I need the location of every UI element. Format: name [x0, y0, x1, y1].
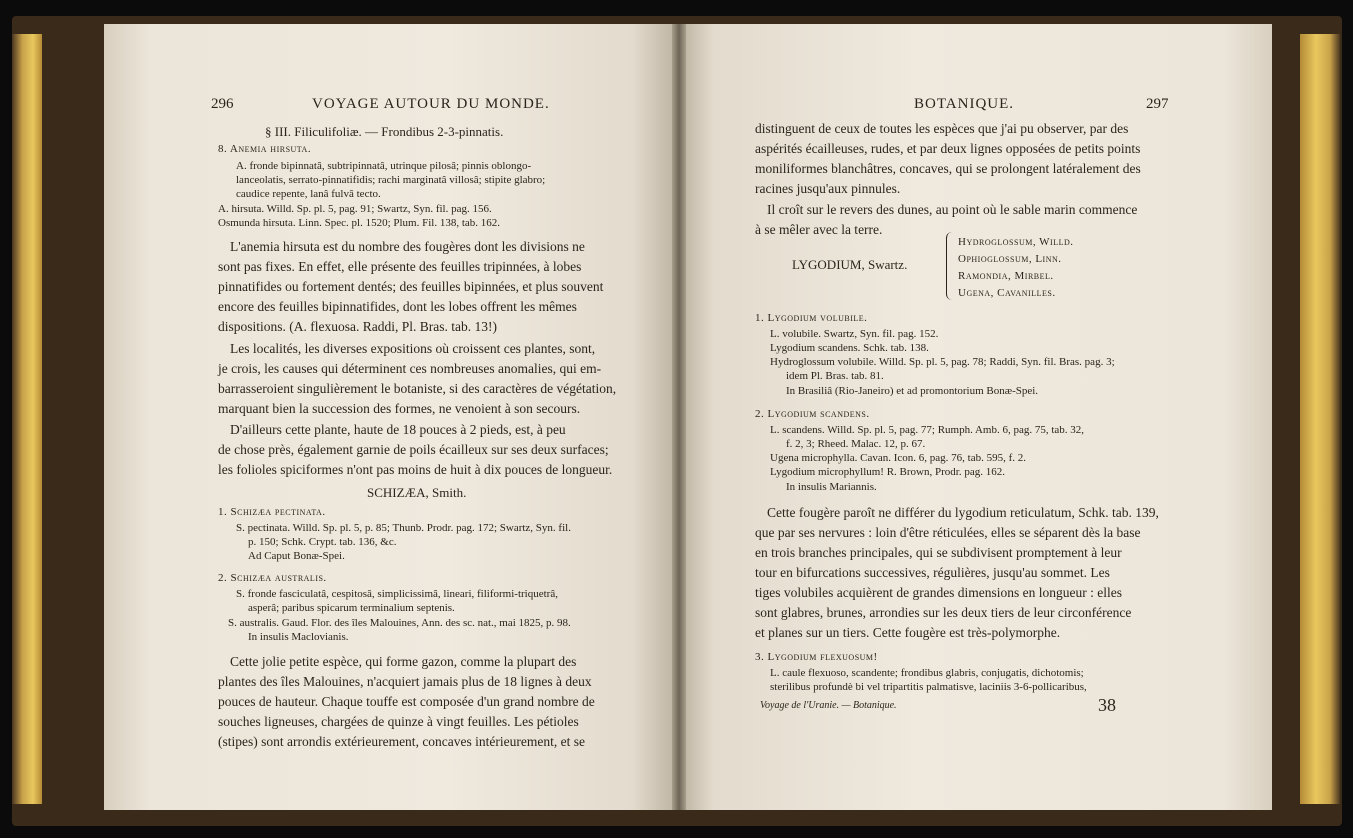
paragraph-line: moniliformes blanchâtres, concaves, qui se prolongent latéralement des — [755, 161, 1141, 176]
text-line: caudice repente, lanâ fulvâ tecto. — [236, 188, 381, 200]
text-line: A. hirsuta. Willd. Sp. pl. 5, pag. 91; Swartz, Syn. fil. pag. 156. — [218, 203, 492, 215]
text-line: Lygodium microphyllum! R. Brown, Prodr. pag. 162. — [770, 466, 1005, 478]
paragraph-line: plantes des îles Malouines, n'acquiert jamais plus de 18 lignes à deux — [218, 674, 592, 689]
paragraph-line: à se mêler avec la terre. — [755, 222, 883, 237]
text-line: In insulis Maclovianis. — [248, 631, 349, 643]
text-line: f. 2, 3; Rheed. Malac. 12, p. 67. — [786, 438, 926, 450]
paragraph-line: tiges volubiles acquièrent de grandes dimensions en longueur : elles — [755, 585, 1123, 600]
paragraph-line: distinguent de ceux de toutes les espèces que j'ai pu observer, par des — [755, 121, 1129, 136]
text-line: A. fronde bipinnatâ, subtripinnatâ, utrinque pilosâ; pinnis oblongo- — [236, 160, 532, 172]
book-gutter — [672, 24, 686, 810]
text-line: sterilibus profundè bi vel tripartitis palmatisve, laciniis 3-6-pollicaribus, — [770, 681, 1087, 693]
text-line: Osmunda hirsuta. Linn. Spec. pl. 1520; Plum. Fil. 138, tab. 162. — [218, 217, 501, 229]
left-page-number: 296 — [211, 96, 234, 112]
signature-line: Voyage de l'Uranie. — Botanique. — [760, 700, 897, 711]
section-title: § III. Filiculifoliæ. — Frondibus 2-3-pinnatis. — [265, 124, 504, 139]
paragraph-line: Cette fougère paroît ne différer du lygodium reticulatum, Schk. tab. 139, — [767, 505, 1159, 520]
text-line: p. 150; Schk. Crypt. tab. 136, &c. — [248, 536, 397, 548]
paragraph-line: racines jusqu'aux pinnules. — [755, 181, 901, 196]
synonym: Ramondia, Mirbel. — [958, 270, 1054, 282]
text-line: asperâ; paribus spicarum terminalium septenis. — [248, 602, 455, 614]
genus-name: LYGODIUM, Swartz. — [792, 257, 908, 272]
paragraph-line: sont pas fixes. En effet, elle présente des feuilles tripinnées, à lobes — [218, 259, 582, 274]
synonym: Ugena, Cavanilles. — [958, 287, 1056, 299]
text-line: Ad Caput Bonæ-Spei. — [248, 550, 345, 562]
page-edges-right — [1300, 34, 1340, 804]
paragraph-line: encore des feuilles bipinnatifides, dont les lobes offrent les mêmes — [218, 299, 577, 314]
paragraph-line: Cette jolie petite espèce, qui forme gazon, comme la plupart des — [230, 654, 577, 669]
text-line: L. volubile. Swartz, Syn. fil. pag. 152. — [770, 328, 939, 340]
paragraph-line: aspérités écailleuses, rudes, et par deux lignes opposées de petits points — [755, 141, 1141, 156]
paragraph-line: Il croît sur le revers des dunes, au point où le sable marin commence — [767, 202, 1138, 217]
paragraph-line: en trois branches principales, qui se subdivisent promptement à leur — [755, 545, 1122, 560]
text-line: lanceolatis, serrato-pinnatifidis; rachi marginatâ villosâ; stipite glabro; — [236, 174, 546, 186]
paragraph-line: et planes sur un tiers. Cette fougère est très-polymorphe. — [755, 625, 1061, 640]
species-heading: 3. Lygodium flexuosum! — [755, 651, 878, 663]
text-line: S. pectinata. Willd. Sp. pl. 5, p. 85; Thunb. Prodr. pag. 172; Swartz, Syn. fil. — [236, 522, 571, 534]
text-line: L. caule flexuoso, scandente; frondibus glabris, conjugatis, dichotomis; — [770, 667, 1084, 679]
paragraph-line: barrasseroient singulièrement le botaniste, si des caractères de végétation, — [218, 381, 617, 396]
paragraph-line: marquant bien la succession des formes, ne venoient à son secours. — [218, 401, 581, 416]
paragraph-line: de chose près, également garnie de poils écailleux sur ses deux surfaces; — [218, 442, 609, 457]
signature-number: 38 — [1098, 695, 1116, 715]
paragraph-line: Les localités, les diverses expositions où croissent ces plantes, sont, — [230, 341, 596, 356]
paragraph-line: tour en bifurcations successives, régulières, jusqu'au sommet. Les — [755, 565, 1110, 580]
genus-heading: SCHIZÆA, Smith. — [367, 485, 467, 500]
paragraph-line: les folioles spiciformes n'ont pas moins de huit à dix pouces de longueur. — [218, 462, 613, 477]
paragraph-line: souches ligneuses, chargées de quinze à vingt feuilles. Les pétioles — [218, 714, 579, 729]
paragraph-line: sont glabres, brunes, arrondies sur les deux tiers de leur circonférence — [755, 605, 1132, 620]
right-page-number: 297 — [1146, 96, 1169, 112]
text-line: S. australis. Gaud. Flor. des îles Malouines, Ann. des sc. nat., mai 1825, p. 98. — [228, 617, 571, 629]
page-edges-left — [12, 34, 42, 804]
text-line: S. fronde fasciculatâ, cespitosâ, simplicissimâ, lineari, filiformi-triquetrâ, — [236, 588, 558, 600]
synonym: Hydroglossum, Willd. — [958, 236, 1074, 248]
species-heading: 2. Lygodium scandens. — [755, 408, 870, 420]
synonym-brace — [946, 232, 955, 300]
synonym: Ophioglossum, Linn. — [958, 253, 1062, 265]
left-page — [104, 24, 678, 810]
paragraph-line: D'ailleurs cette plante, haute de 18 pouces à 2 pieds, est, à peu — [230, 422, 566, 437]
paragraph-line: que par ses nervures : loin d'être réticulées, elles se séparent dès la base — [755, 525, 1141, 540]
species-heading: 2. Schizæa australis. — [218, 572, 327, 584]
species-heading: 1. Schizæa pectinata. — [218, 506, 326, 518]
paragraph-line: (stipes) sont arrondis extérieurement, concaves intérieurement, et se — [218, 734, 585, 749]
text-line: L. scandens. Willd. Sp. pl. 5, pag. 77; Rumph. Amb. 6, pag. 75, tab. 32, — [770, 424, 1085, 436]
text-line: In insulis Mariannis. — [786, 481, 877, 493]
text-line: Hydroglossum volubile. Willd. Sp. pl. 5, pag. 78; Raddi, Syn. fil. Bras. pag. 3; — [770, 356, 1115, 368]
paragraph-line: pouces de hauteur. Chaque touffe est composée d'un grand nombre de — [218, 694, 595, 709]
text-line: idem Pl. Bras. tab. 81. — [786, 370, 884, 382]
right-running-head: BOTANIQUE. — [914, 96, 1015, 112]
left-running-head: VOYAGE AUTOUR DU MONDE. — [312, 96, 550, 112]
species-heading: 1. Lygodium volubile. — [755, 312, 868, 324]
paragraph-line: je crois, les causes qui déterminent ces nombreuses anomalies, qui em- — [218, 361, 602, 376]
species-heading: 8. Anemia hirsuta. — [218, 143, 312, 155]
paragraph-line: pinnatifides ou fortement dentés; des feuilles bipinnées, et plus souvent — [218, 279, 604, 294]
paragraph-line: dispositions. (A. flexuosa. Raddi, Pl. Bras. tab. 13!) — [218, 319, 497, 334]
text-line: Ugena microphylla. Cavan. Icon. 6, pag. 76, tab. 595, f. 2. — [770, 452, 1026, 464]
paragraph-line: L'anemia hirsuta est du nombre des fougères dont les divisions ne — [230, 239, 585, 254]
text-line: In Brasiliâ (Rio-Janeiro) et ad promontorium Bonæ-Spei. — [786, 385, 1039, 397]
text-line: Lygodium scandens. Schk. tab. 138. — [770, 342, 929, 354]
